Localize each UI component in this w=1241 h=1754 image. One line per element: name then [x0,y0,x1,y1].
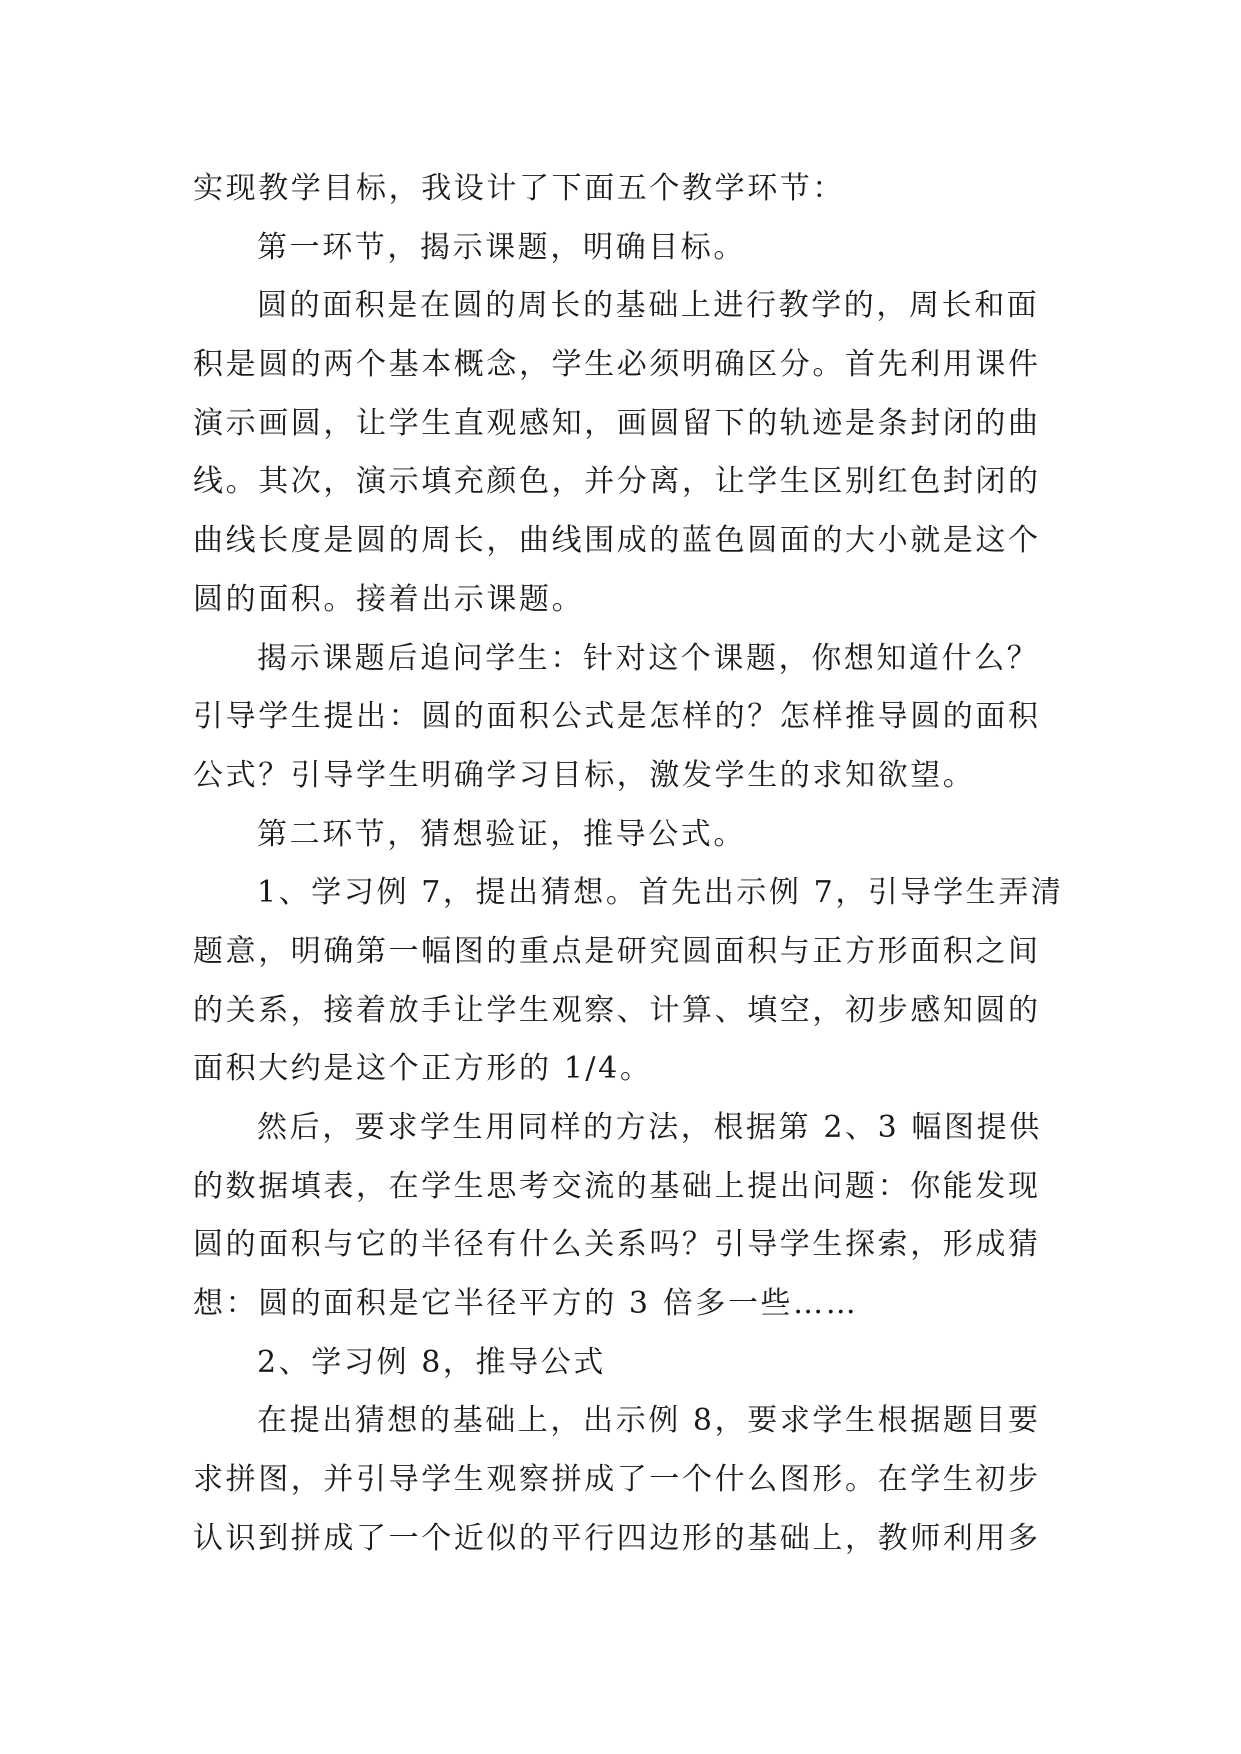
text-line: 求拼图，并引导学生观察拼成了一个什么图形。在学生初步 [193,1462,1041,1498]
text-line: 认识到拼成了一个近似的平行四边形的基础上，教师利用多 [193,1520,1041,1556]
paragraph-start: 然后，要求学生用同样的方法，根据第 2、3 幅图提供 [257,1110,1042,1145]
text-line: 实现教学目标，我设计了下面五个教学环节： [193,171,845,206]
paragraph-start: 圆的面积是在圆的周长的基础上进行教学的，周长和面 [257,288,1040,324]
section-heading: 第二环节，猜想验证，推导公式。 [257,816,746,852]
text-line: 积是圆的两个基本概念，学生必须明确区分。首先利用课件 [193,347,1041,383]
text-line: 引导学生提出：圆的面积公式是怎样的？怎样推导圆的面积 [193,699,1041,735]
text-line: 的关系，接着放手让学生观察、计算、填空，初步感知圆的 [193,992,1041,1028]
paragraph-start: 1、学习例 7，提出猜想。首先出示例 7，引导学生弄清 [257,875,1064,911]
text-line: 想：圆的面积是它半径平方的 3 倍多一些…… [193,1286,859,1322]
paragraph-start: 在提出猜想的基础上，出示例 8，要求学生根据题目要 [257,1403,1041,1439]
text-line: 演示画圆，让学生直观感知，画圆留下的轨迹是条封闭的曲 [193,405,1041,441]
text-line: 圆的面积。接着出示课题。 [193,581,585,617]
text-line: 曲线长度是圆的周长，曲线围成的蓝色圆面的大小就是这个 [193,523,1041,559]
text-line: 线。其次，演示填充颜色，并分离，让学生区别红色封闭的 [193,464,1041,500]
body-text [193,160,1073,1569]
text-line: 的数据填表，在学生思考交流的基础上提出问题：你能发现 [193,1168,1041,1204]
section-heading: 第一环节，揭示课题，明确目标。 [257,229,746,265]
text-line: 圆的面积与它的半径有什么关系吗？引导学生探索，形成猜 [193,1227,1041,1263]
text-line: 面积大约是这个正方形的 1/4。 [193,1051,653,1087]
text-line: 题意，明确第一幅图的重点是研究圆面积与正方形面积之间 [193,933,1041,969]
paragraph-start: 揭示课题后追问学生：针对这个课题，你想知道什么？ [257,640,1040,676]
text-line: 公式？引导学生明确学习目标，激发学生的求知欲望。 [193,757,976,793]
subsection-heading: 2、学习例 8，推导公式 [257,1344,606,1380]
